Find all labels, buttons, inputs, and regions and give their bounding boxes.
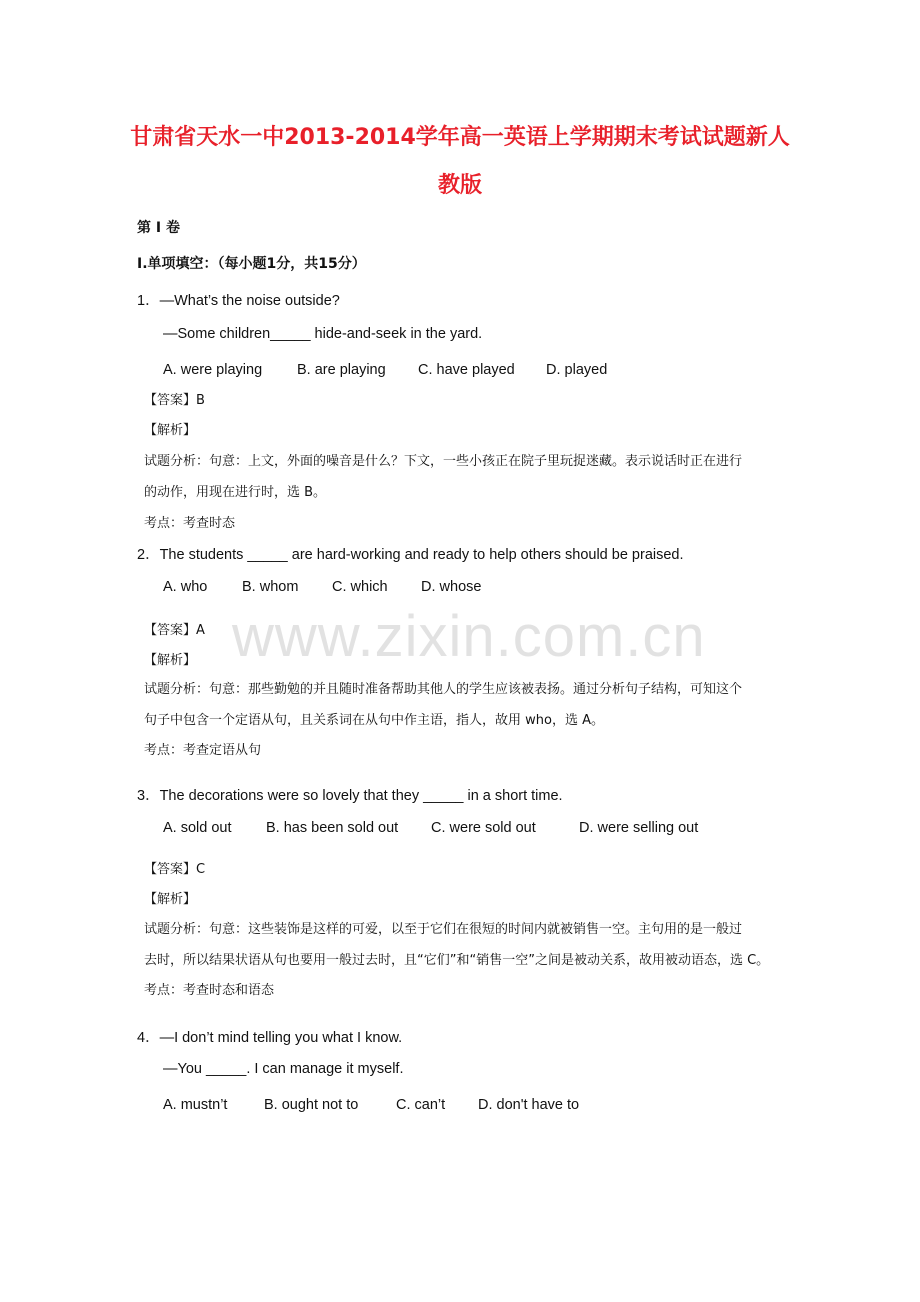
section-heading: I.单项填空：（每小题1分，共15分） — [137, 256, 366, 272]
option-b: B. are playing — [297, 362, 386, 378]
option-a: A. sold out — [163, 820, 232, 836]
question-1-stem-reply: —Some children_____ hide-and-seek in the yard. — [163, 326, 483, 342]
question-4-options — [163, 1097, 579, 1113]
option-a: A. were playing — [163, 362, 263, 378]
option-b: B. whom — [242, 579, 299, 595]
question-1-options — [163, 362, 607, 378]
question-1-analysis-label: 【解析】 — [144, 423, 197, 438]
option-a: A. mustn’t — [163, 1097, 228, 1113]
option-a: A. who — [163, 579, 208, 595]
option-c: C. can’t — [396, 1097, 446, 1113]
option-c: C. were sold out — [431, 820, 536, 836]
option-c: C. which — [332, 579, 388, 595]
question-3-answer: 【答案】C — [144, 862, 206, 877]
option-b: B. ought not to — [264, 1097, 359, 1113]
question-3-analysis-line-2: 去时，所以结果状语从句也要用一般过去时，且“它们”和“销售一空”之间是被动关系，故用被动语态，选 C。 — [144, 953, 770, 968]
question-4-stem: 4．—I don’t mind telling you what I know. — [137, 1030, 403, 1046]
question-1-analysis-line-2: 的动作，用现在进行时，选 B。 — [144, 485, 327, 500]
option-d: D. whose — [421, 579, 482, 595]
question-2-answer: 【答案】A — [144, 623, 205, 638]
question-3-analysis-line-1: 试题分析：句意：这些装饰是这样的可爱，以至于它们在很短的时间内就被销售一空。主句用的是一般过 — [144, 922, 743, 937]
document-title-line-2: 教版 — [437, 173, 482, 198]
question-1-analysis-line-1: 试题分析：句意：上文，外面的噪音是什么？下文，一些小孩正在院子里玩捉迷藏。表示说话时正在进行 — [144, 454, 743, 469]
question-2-analysis-line-2: 句子中包含一个定语从句，且关系词在从句中作主语，指人，故用 who，选 A。 — [144, 713, 604, 728]
question-3-analysis-label: 【解析】 — [144, 892, 197, 907]
question-3-point: 考点：考查时态和语态 — [144, 983, 275, 998]
watermark: www.zixin.com.cn — [232, 604, 706, 669]
option-b: B. has been sold out — [266, 820, 399, 836]
option-c: C. have played — [418, 362, 515, 378]
option-d: D. don't have to — [478, 1097, 580, 1113]
document-title-line-1: 甘肃省天水一中2013-2014学年高一英语上学期期末考试试题新人 — [130, 125, 790, 150]
volume-label: 第 I 卷 — [137, 220, 180, 236]
question-1-answer: 【答案】B — [144, 393, 205, 408]
question-2-point: 考点：考查定语从句 — [144, 743, 262, 758]
question-1-stem: 1．—What’s the noise outside? — [137, 293, 340, 309]
question-2-stem: 2．The students _____ are hard-working and ready to help others should be praised. — [137, 547, 684, 563]
question-1-point: 考点：考查时态 — [144, 516, 236, 531]
option-d: D. played — [546, 362, 608, 378]
question-2-analysis-label: 【解析】 — [144, 653, 197, 668]
question-2-analysis-line-1: 试题分析：句意：那些勤勉的并且随时准备帮助其他人的学生应该被表扬。通过分析句子结构，可知这个 — [144, 682, 743, 697]
option-d: D. were selling out — [579, 820, 699, 836]
question-3-options — [163, 820, 698, 836]
question-4-stem-reply: —You _____. I can manage it myself. — [163, 1061, 404, 1077]
question-2-options — [163, 579, 481, 595]
question-3-stem: 3．The decorations were so lovely that they _____ in a short time. — [137, 788, 563, 804]
